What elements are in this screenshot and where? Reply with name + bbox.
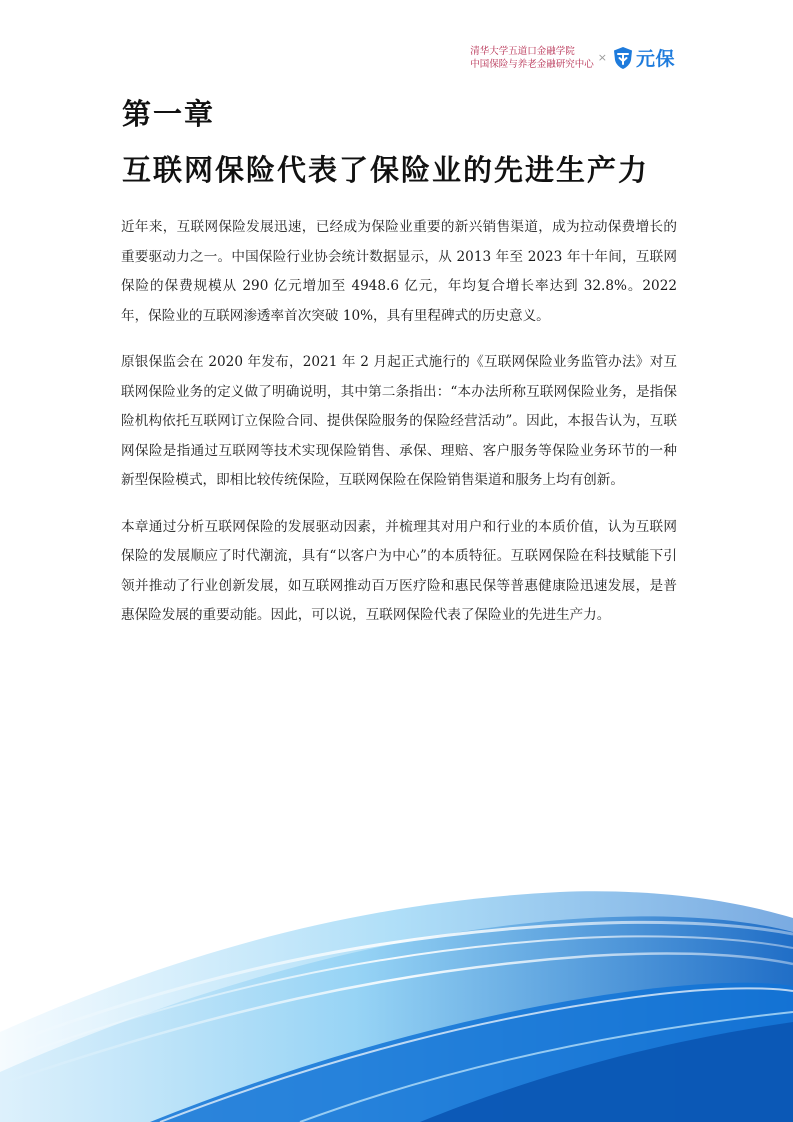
institution-line-1: 清华大学五道口金融学院 — [470, 45, 575, 57]
paragraph: 原银保监会在 2020 年发布，2021 年 2 月起正式施行的《互联网保险业务监管办法》对互联网保险业务的定义做了明确说明，其中第二条指出：“本办法所称互联网保险业务，是指保险机构依托互联网订立保险合同、提供保险服务的保险经营活动”。因此，本报告认为，互联网保险是指通过互联网等技术实现保险销售、承保、理赔、客户服务等保险业务环节的一种新型保险模式，即相比较传统保险，互联网保险在保险销售渠道和服务上均有创新。 — [121, 354, 677, 488]
brand-name: 元保 — [635, 48, 675, 70]
yuanbao-shield-icon — [612, 46, 634, 70]
paragraph: 本章通过分析互联网保险的发展驱动因素，并梳理其对用户和行业的本质价值，认为互联网保险的发展顺应了时代潮流，具有“以客户为中心”的本质特征。互联网保险在科技赋能下引领并推动了行业创新发展，如互联网推动百万医疗险和惠民保等普惠健康险迅速发展，是普惠保险发展的重要动能。因此，可以说，互联网保险代表了保险业的先进生产力。 — [121, 518, 677, 623]
decorative-wave — [0, 822, 793, 1122]
institution-name — [470, 45, 594, 71]
paragraph: 近年来，互联网保险发展迅速，已经成为保险业重要的新兴销售渠道，成为拉动保费增长的重要驱动力之一。中国保险行业协会统计数据显示，从 2013 年至 2023 年十年间，互联网保险的保费规模从 290 亿元增加至 4948.6 亿元，年均复合增长率达到 32.8%。2022 年，保险业的互联网渗透率首次突破 10%，具有里程碑式的历史意义。 — [121, 219, 677, 324]
brand-logo — [612, 44, 675, 71]
page-header — [470, 44, 675, 71]
chapter-title: 互联网保险代表了保险业的先进生产力 — [122, 153, 650, 187]
collab-separator: × — [597, 51, 607, 64]
chapter-label: 第一章 — [122, 97, 216, 131]
body-text — [121, 213, 677, 648]
institution-line-2: 中国保险与养老金融研究中心 — [470, 58, 594, 70]
